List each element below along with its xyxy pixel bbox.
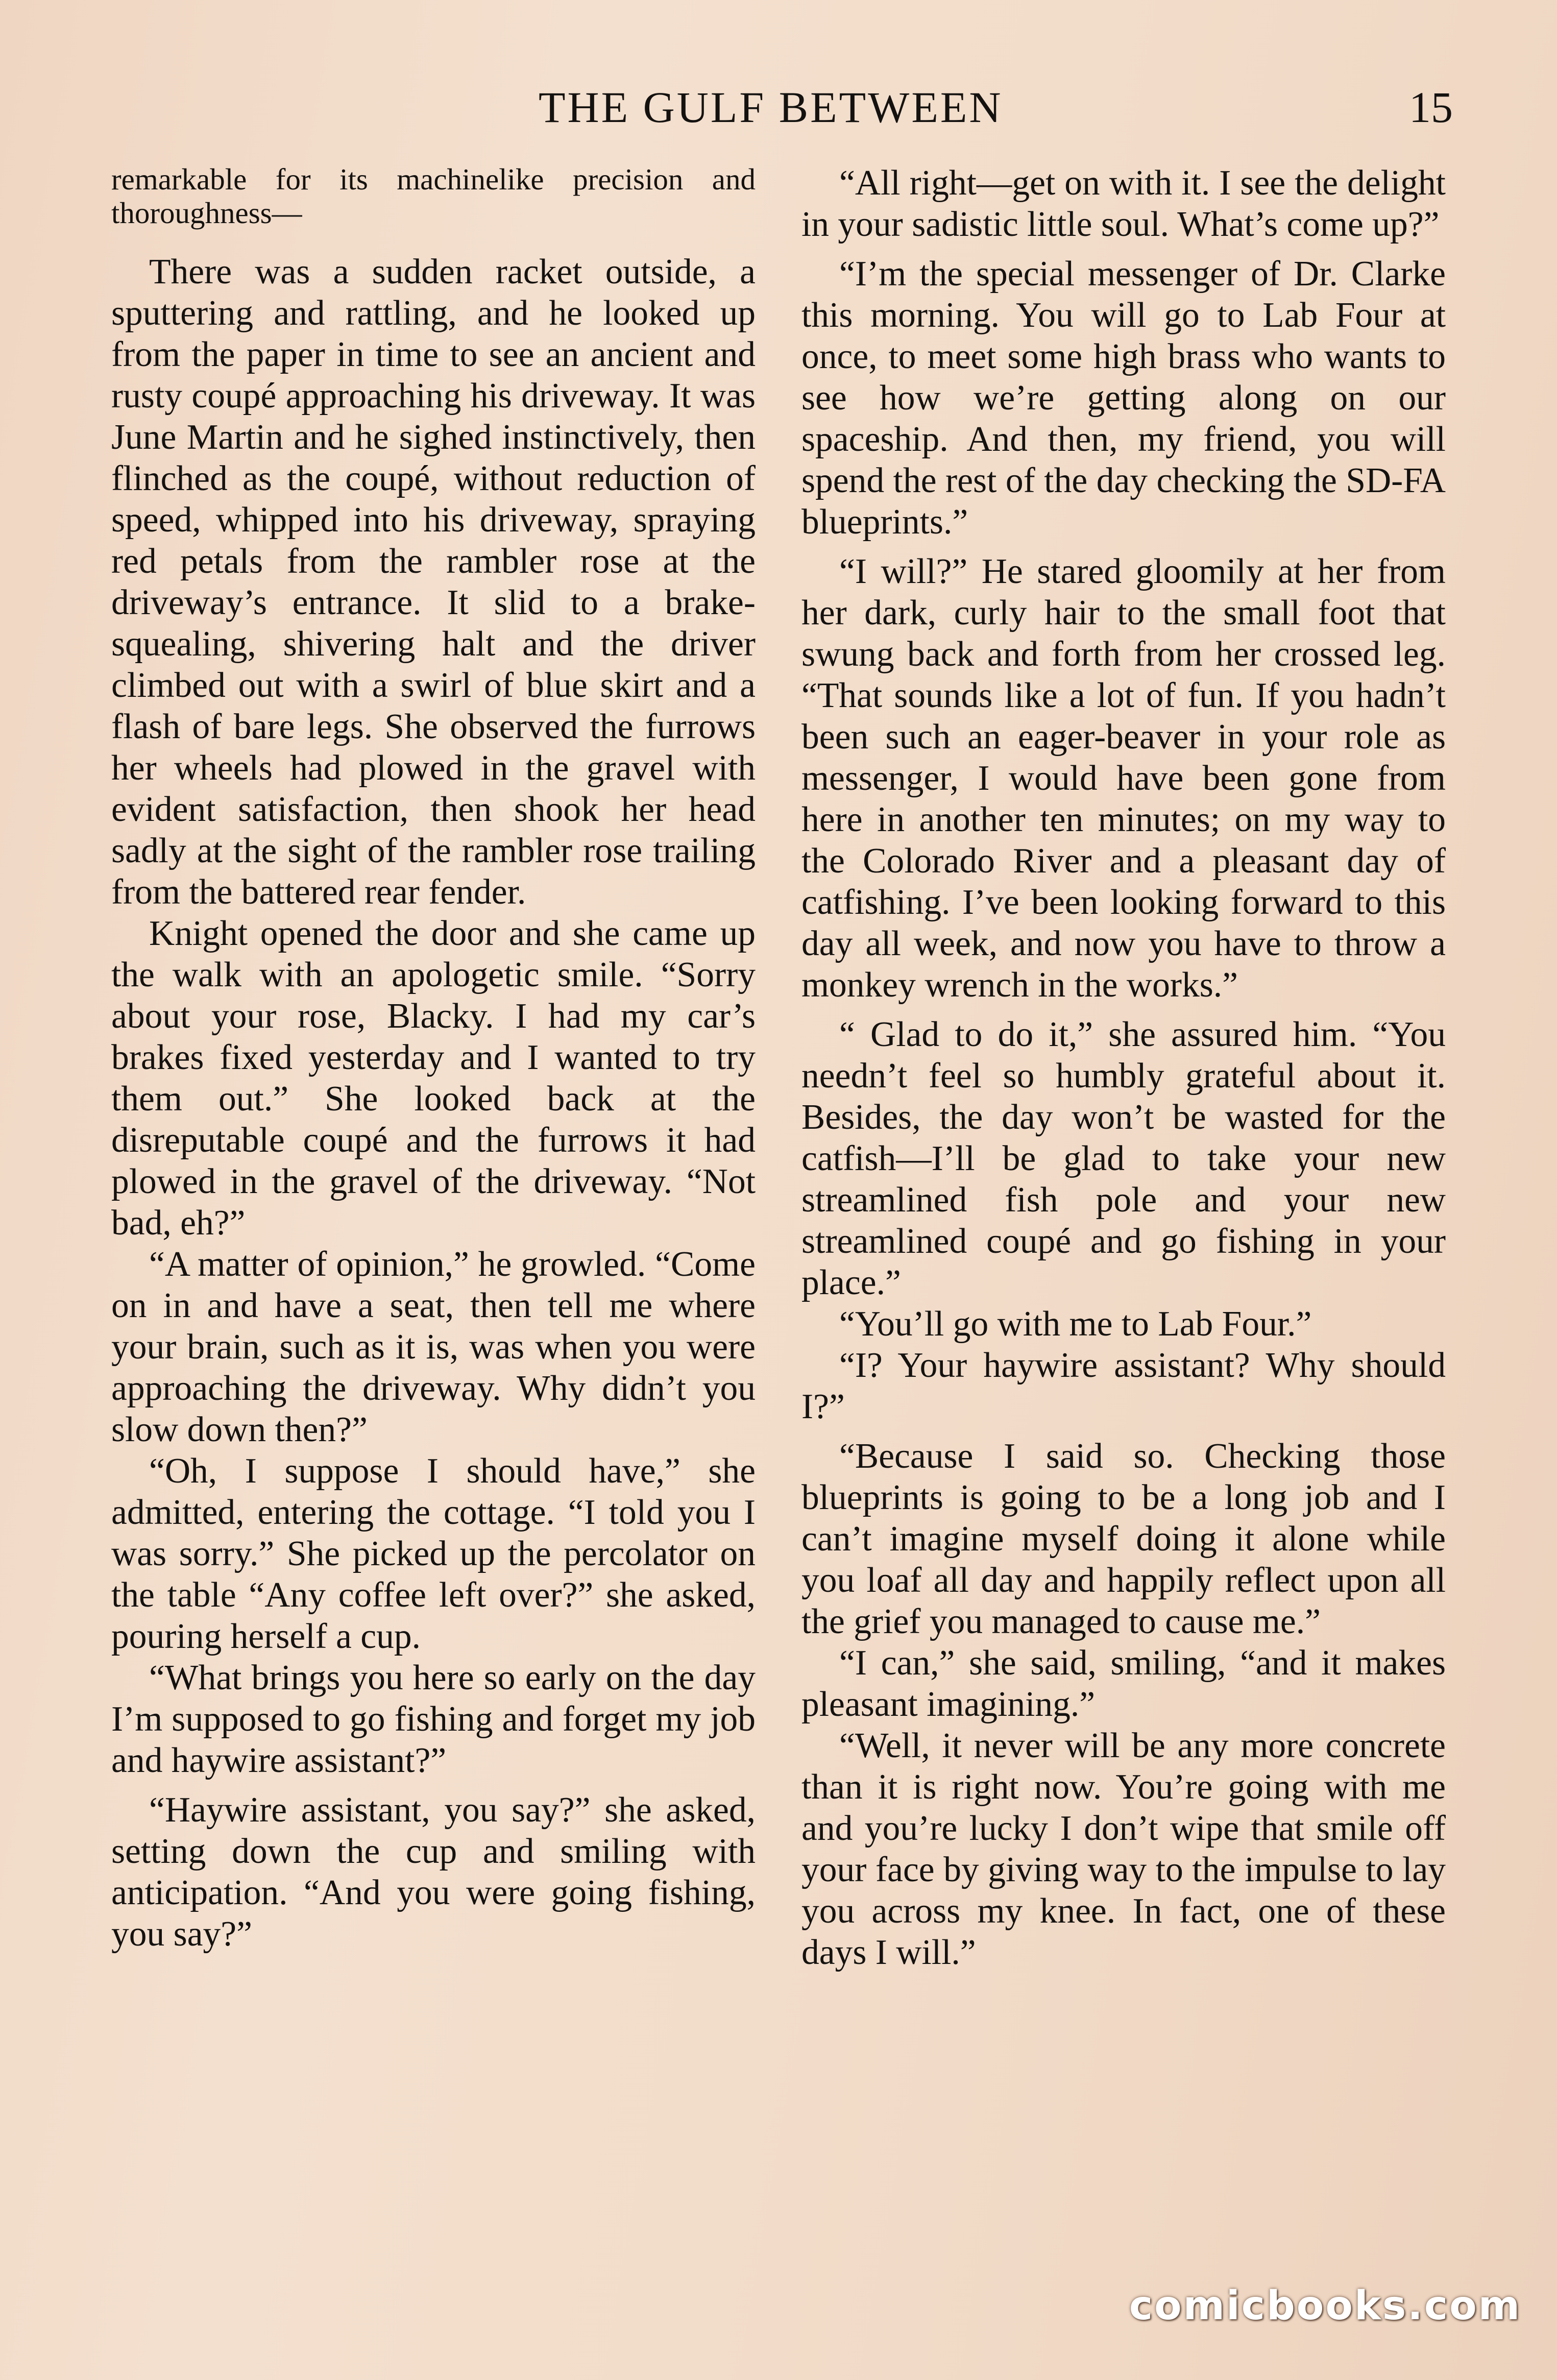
paragraph: “Haywire assistant, you say?” she asked, setting down the cup and smiling with anticipation. “And you were going fishing, you say?” [111,1790,756,1954]
paragraph: remarkable for its machinelike precision and thoroughness— [111,162,756,230]
paragraph: “I will?” He stared gloomily at her from her dark, curly hair to the small foot that swung back and forth from her crossed leg. “That sounds like a lot of fun. If you hadn’t been such an eager-beaver in your role as messenger, I would have been gone from here in another ten minutes; on my way to the Colorado River and a pleasant day of catfishing. I’ve been looking forward to this day all week, and now you have to throw a monkey wrench in the works.” [801,552,1446,1005]
paragraph: “Because I said so. Checking those blueprints is going to be a long job and I can’t imagine myself doing it alone while you loaf all day and happily reflect upon all the grief you managed to cause me.” [801,1437,1446,1641]
page-header [0,82,1557,143]
left-column [111,162,756,1955]
paragraph: “Well, it never will be any more concrete than it is right now. You’re going with me and you’re lucky I don’t wipe that smile off your face by giving way to the impulse to lay you across my knee. In fact, one of these days I will.” [801,1726,1446,1972]
site-watermark: comicbooks.com [1129,2283,1521,2329]
paragraph: “ Glad to do it,” she assured him. “You needn’t feel so humbly grateful about it. Besides, the day won’t be wasted for the catfish—I’ll be glad to take your new streamlined fish pole and your new streamlined coupé and go fishing in your place.” [801,1015,1446,1302]
paragraph: “I? Your haywire assistant? Why should I?” [801,1346,1446,1426]
paragraph: “A matter of opinion,” he growled. “Come on in and have a seat, then tell me where your brain, such as it is, was when you were approaching the driveway. Why didn’t you slow down then?” [111,1245,756,1449]
running-title: THE GULF BETWEEN [539,83,1003,132]
paragraph: Knight opened the door and she came up the walk with an apologetic smile. “Sorry about your rose, Blacky. I had my car’s brakes fixed yesterday and I wanted to try them out.” She looked back at the disreputable coupé and the furrows it had plowed in the gravel of the driveway. “Not bad, eh?” [111,914,756,1243]
paragraph: “Oh, I suppose I should have,” she admitted, entering the cottage. “I told you I was sorry.” She picked up the percolator on the table “Any coffee left over?” she asked, pouring herself a cup. [111,1451,756,1656]
right-column [801,162,1446,1973]
paragraph: There was a sudden racket outside, a sputtering and rattling, and he looked up from the paper in time to see an ancient and rusty coupé approaching his driveway. It was June Martin and he sighed instinctively, then flinched as the coupé, without reduction of speed, whipped into his driveway, spraying red petals from the rambler rose at the driveway’s entrance. It slid to a brake-squealing, shivering halt and the driver climbed out with a swirl of blue skirt and a flash of bare legs. She observed the furrows her wheels had plowed in the gravel with evident satisfaction, then shook her head sadly at the sight of the rambler rose trailing from the battered rear fender. [111,252,756,912]
paragraph: “What brings you here so early on the day I’m supposed to go fishing and forget my job and haywire assistant?” [111,1658,756,1780]
paragraph: “All right—get on with it. I see the delight in your sadistic little soul. What’s come up?” [801,163,1446,244]
paragraph: “I’m the special messenger of Dr. Clarke this morning. You will go to Lab Four at once, to meet some high brass who wants to see how we’re getting along on our spaceship. And then, my friend, you will spend the rest of the day checking the SD-FA blueprints.” [801,254,1446,542]
page-number: 15 [1409,83,1453,132]
paragraph: “I can,” she said, smiling, “and it makes pleasant imagining.” [801,1643,1446,1724]
paragraph: “You’ll go with me to Lab Four.” [839,1304,1312,1344]
